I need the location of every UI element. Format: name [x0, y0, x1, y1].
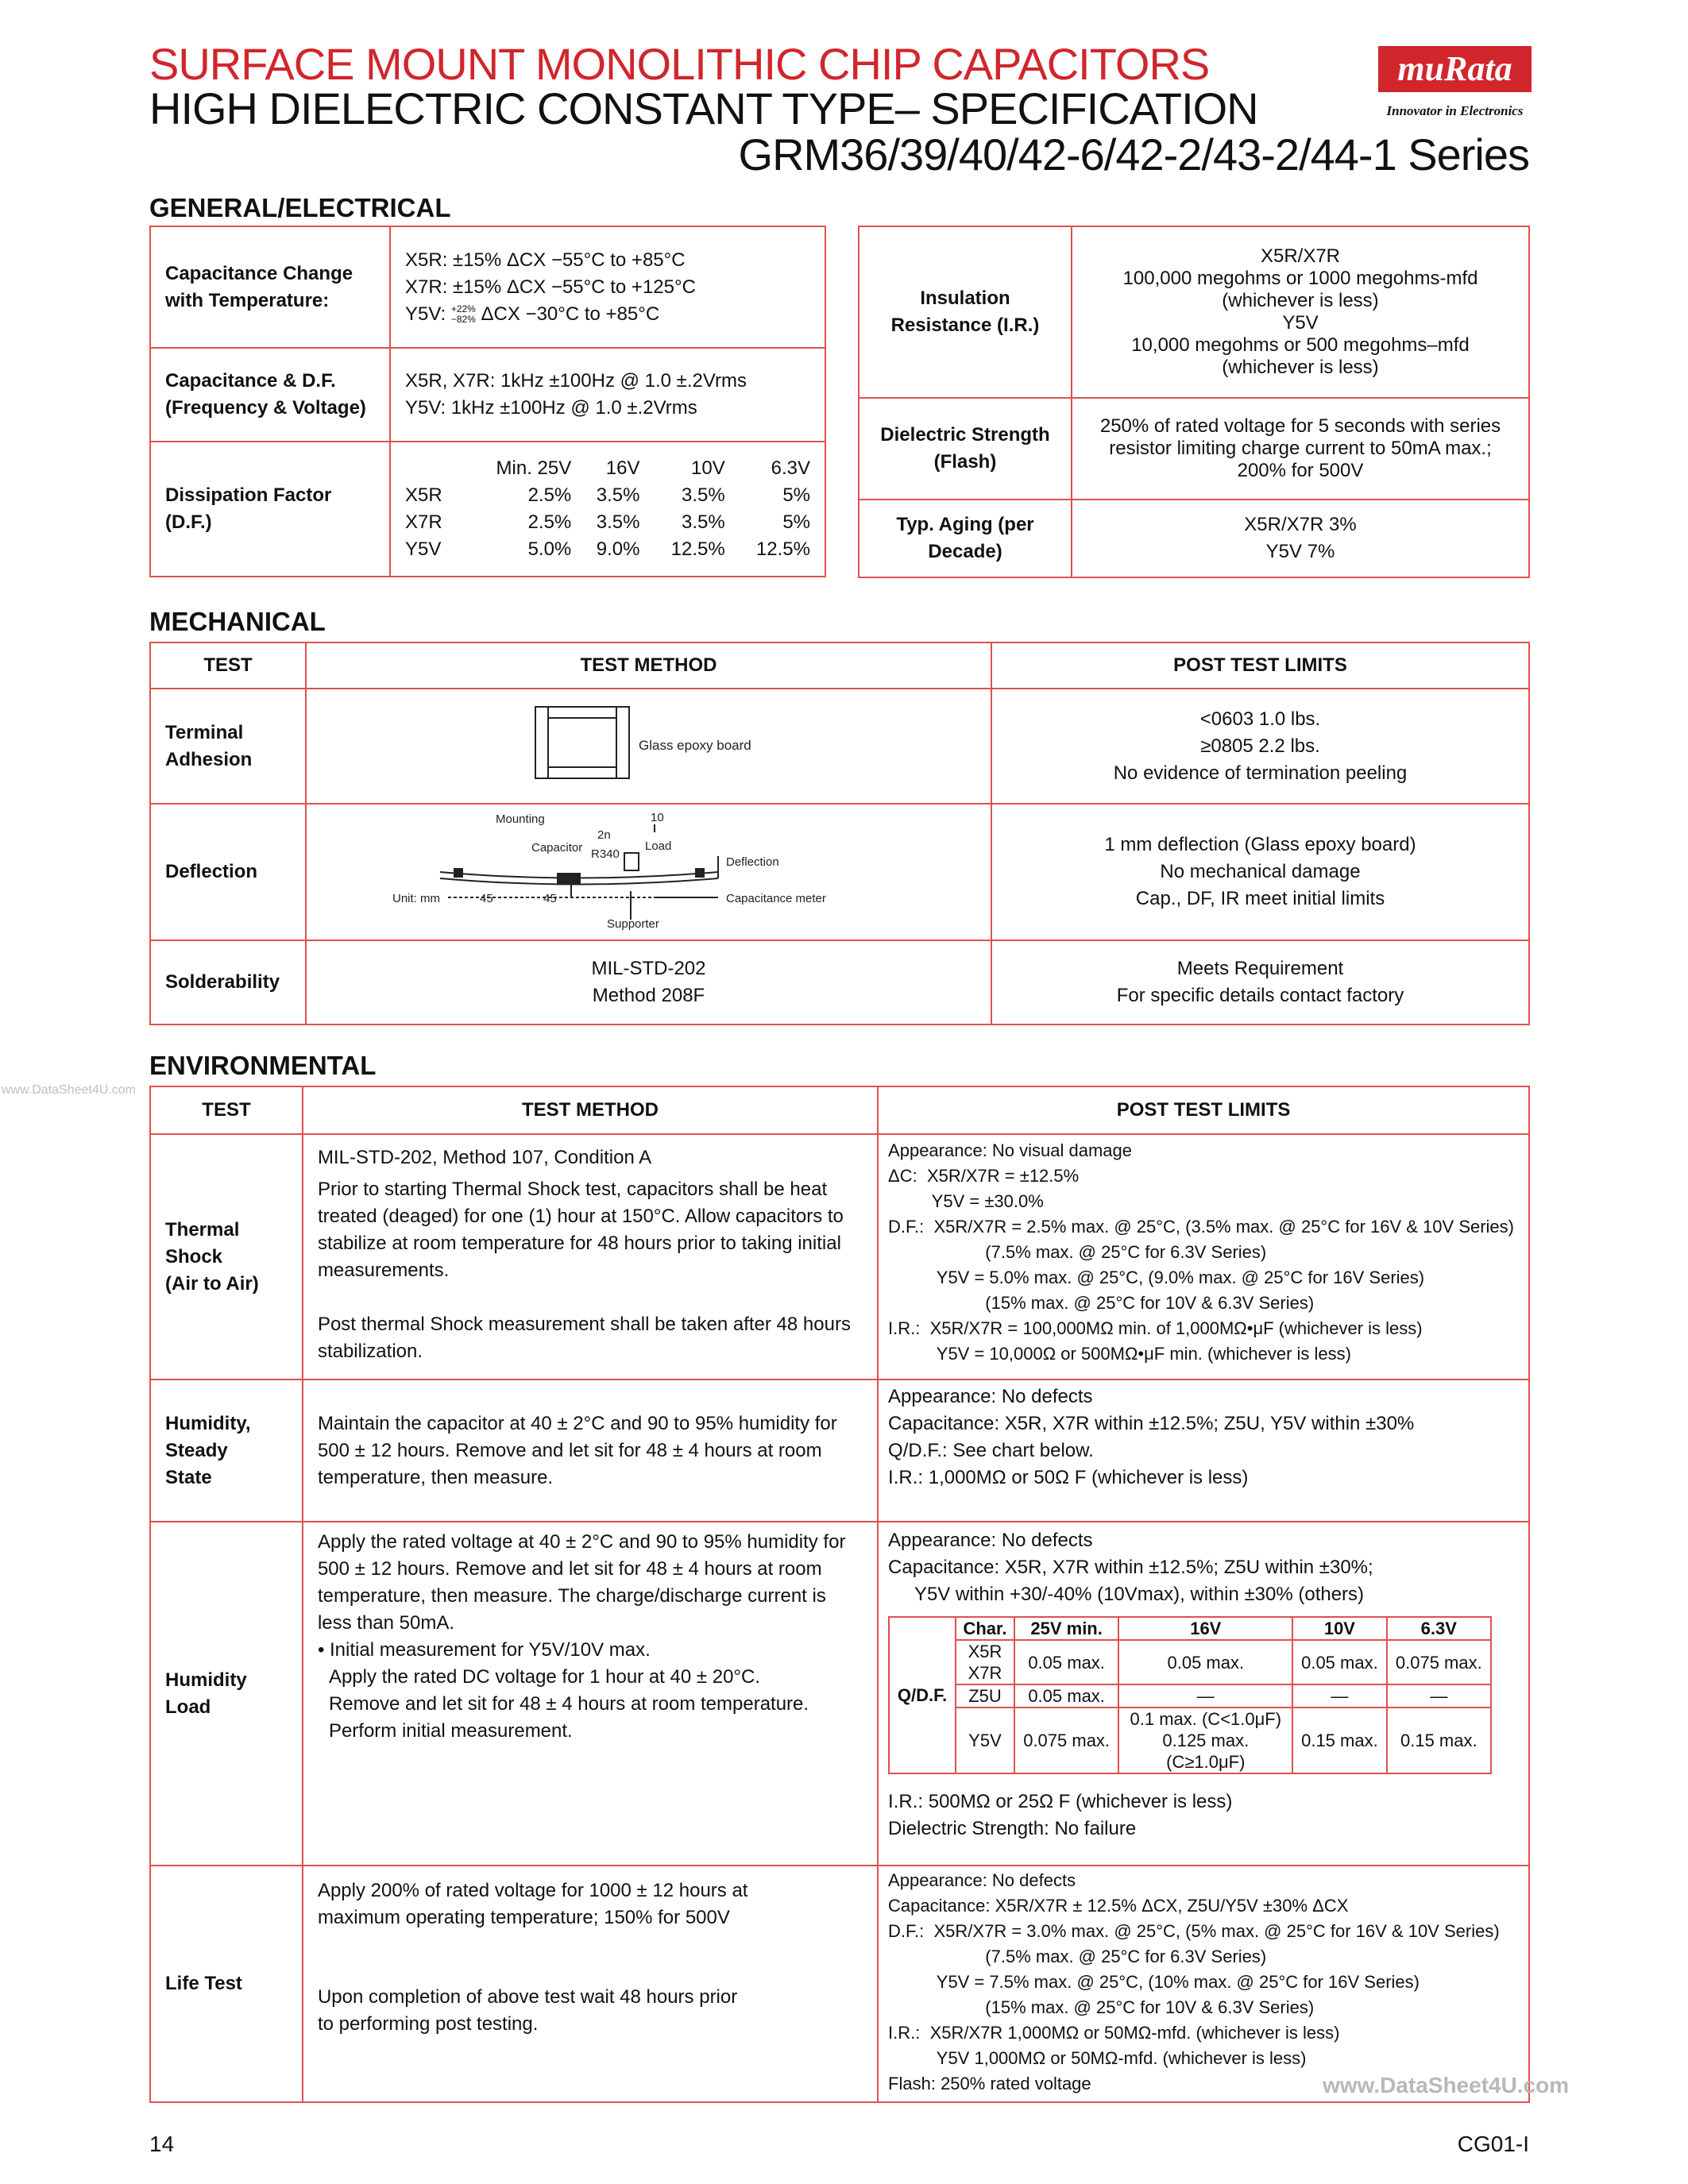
glass-epoxy-label: Glass epoxy board	[639, 737, 751, 753]
humidity-limits: Appearance: No defects Capacitance: X5R, X7R within ±12.5%; Z5U, Y5V within ±30% Q/D.F.: See chart below. I.R.: 1,000MΩ or 50Ω F (whichever is less)	[878, 1379, 1529, 1522]
table-row	[150, 1522, 1529, 1866]
title-red: SURFACE MOUNT MONOLITHIC CHIP CAPACITORS	[149, 39, 1210, 89]
table-row	[150, 1866, 1529, 2102]
svg-text:Supporter: Supporter	[607, 917, 659, 931]
df-row: X5R 2.5% 3.5% 3.5% 5%	[405, 484, 810, 506]
doc-code: CG01-I	[1457, 2132, 1529, 2156]
svg-text:45: 45	[480, 892, 493, 905]
murata-logo: muRata	[1378, 46, 1532, 92]
ds-value: 250% of rated voltage for 5 seconds with series resistor limiting charge current to 50mA max.; 200% for 500V	[1072, 398, 1529, 500]
cap-df-label: Capacitance & D.F. (Frequency & Voltage)	[150, 348, 390, 442]
svg-text:Deflection: Deflection	[726, 855, 779, 869]
cap-change-x5r: X5R: ±15% ΔCX −55°C to +85°C	[405, 249, 686, 271]
life-limits: Appearance: No defects Capacitance: X5R/X7R ± 12.5% ΔCX, Z5U/Y5V ±30% ΔCX D.F.: X5R/X7R = 3.0% max. @ 25°C, (5% max. @ 25°C for 16V & 10V Series) (7.5% max. @ 25°C for 6.3V Series) Y5V = 7.5% max. @ 25°C, (10% max. @ 25°C for 16V Series) (15% max. @ 25°C for 10V & 6.3V Series) I.R.: X5R/X7R 1,000MΩ or 50MΩ-mfd. (whichever is less) Y5V 1,000MΩ or 50MΩ-mfd. (whichever is less) Flash: 250% rated voltage	[878, 1866, 1529, 2102]
terminal-label: Terminal Adhesion	[150, 689, 306, 804]
thermal-method: MIL-STD-202, Method 107, Condition A Prior to starting Thermal Shock test, capacitors shall be heat treated (deaged) for one (1) hour at 150°C. Allow capacitors to stabilize at room temperature for 48 hours prior to taking initial measurements. Post thermal Shock measurement shall be taken after 48 hours stabilization.	[303, 1134, 878, 1379]
svg-text:Capacitance meter: Capacitance meter	[726, 892, 826, 905]
solder-label: Solderability	[150, 940, 306, 1024]
hload-limits: Appearance: No defects Capacitance: X5R, X7R within ±12.5%; Z5U within ±30%; Y5V within +30/-40% (10Vmax), within ±30% (others) Q/D.F. Char. 25V min. 16V 10V 6.3V X5R X7R 0.05 max. 0.05 max. 0.05 max. 0.075 max. Z5U 0.05 max. — — — Y5V 0.075 max. 0.1 max. (C<1.0μF) 0.125 max. (C≥1.0μF) 0.15 max. 0.15 max. I.R.: 500MΩ or 25Ω F (whichever is less) Dielectric Strength: No failure	[878, 1522, 1529, 1866]
env-col-limits: POST TEST LIMITS	[878, 1086, 1529, 1134]
df-subtable: Min. 25V 16V 10V 6.3V X5R 2.5% 3.5% 3.5% 5% X7R 2.5% 3.5% 3.5% 5% Y5V 5.0% 9.0% 12.5% 12.5%	[405, 455, 810, 563]
environmental-table	[149, 1086, 1530, 2103]
svg-text:Capacitor: Capacitor	[531, 841, 583, 855]
hload-label: Humidity Load	[150, 1522, 303, 1866]
general-table-left	[149, 226, 826, 577]
qdf-table: Q/D.F. Char. 25V min. 16V 10V 6.3V X5R X7R 0.05 max. 0.05 max. 0.05 max. 0.075 max. Z5U 0.05 max. — — — Y5V 0.075 max. 0.1 max. (C<1.0μF) 0.125 max. (C≥1.0μF) 0.15 max. 0.15 max.	[888, 1616, 1492, 1774]
svg-text:R340: R340	[591, 847, 620, 861]
table-row	[150, 1379, 1529, 1522]
ir-label: Insulation Resistance (I.R.)	[859, 226, 1072, 398]
deflection-diagram-cell	[306, 804, 991, 940]
thermal-label: Thermal Shock (Air to Air)	[150, 1134, 303, 1379]
life-label: Life Test	[150, 1866, 303, 2102]
mech-col-test: TEST	[150, 642, 306, 689]
watermark-footer: www.DataSheet4U.com	[1323, 2073, 1570, 2097]
svg-text:2n: 2n	[597, 828, 611, 842]
terminal-diagram	[306, 689, 991, 804]
env-col-method: TEST METHOD	[303, 1086, 878, 1134]
cap-change-x7r: X7R: ±15% ΔCX −55°C to +125°C	[405, 276, 696, 298]
terminal-adhesion-diagram	[531, 699, 976, 794]
section-general: GENERAL/ELECTRICAL	[149, 193, 451, 222]
df-label: Dissipation Factor (D.F.)	[150, 442, 390, 577]
ds-label: Dielectric Strength (Flash)	[859, 398, 1072, 500]
aging-value: X5R/X7R 3% Y5V 7%	[1072, 500, 1529, 577]
table-row	[150, 689, 1529, 804]
table-row	[150, 940, 1529, 1024]
section-environmental: ENVIRONMENTAL	[149, 1051, 377, 1080]
series-title: GRM36/39/40/42-6/42-2/43-2/44-1 Series	[738, 129, 1529, 179]
svg-text:Load: Load	[645, 839, 672, 853]
env-col-test: TEST	[150, 1086, 303, 1134]
ir-value: X5R/X7R 100,000 megohms or 1000 megohms-mfd (whichever is less) Y5V 10,000 megohms or 500 megohms–mfd (whichever is less)	[1072, 226, 1529, 398]
mech-col-limits: POST TEST LIMITS	[991, 642, 1529, 689]
deflection-limits: 1 mm deflection (Glass epoxy board) No mechanical damage Cap., DF, IR meet initial limits	[991, 804, 1529, 940]
table-row	[150, 804, 1529, 940]
qdf-row: Y5V 0.075 max. 0.1 max. (C<1.0μF) 0.125 max. (C≥1.0μF) 0.15 max. 0.15 max.	[889, 1707, 1491, 1773]
cap-change-y5v: Y5V: +22% −82% ΔCX −30°C to +85°C	[405, 303, 660, 326]
df-row: X7R 2.5% 3.5% 3.5% 5%	[405, 511, 810, 533]
svg-text:Unit: mm: Unit: mm	[392, 892, 440, 905]
mech-col-method: TEST METHOD	[306, 642, 991, 689]
general-table-right	[858, 226, 1530, 578]
mechanical-table	[149, 642, 1530, 1025]
cap-change-label: Capacitance Change with Temperature:	[150, 226, 390, 348]
qdf-label: Q/D.F.	[889, 1617, 956, 1773]
cap-change-value	[390, 226, 825, 348]
deflection-label: Deflection	[150, 804, 306, 940]
life-method: Apply 200% of rated voltage for 1000 ± 12 hours at maximum operating temperature; 150% for 500V Upon completion of above test wait 48 hours prior to performing post testing.	[303, 1866, 878, 2102]
aging-label: Typ. Aging (per Decade)	[859, 500, 1072, 577]
df-row: Y5V 5.0% 9.0% 12.5% 12.5%	[405, 538, 810, 560]
cap-df-value: X5R, X7R: 1kHz ±100Hz @ 1.0 ±.2Vrms Y5V: 1kHz ±100Hz @ 1.0 ±.2Vrms	[390, 348, 825, 442]
hload-method: Apply the rated voltage at 40 ± 2°C and 90 to 95% humidity for 500 ± 12 hours. Remove and let sit for 48 ± 4 hours at room temperature, then measure. The charge/discharge current is less than 50mA. • Initial measurement for Y5V/10V max. Apply the rated DC voltage for 1 hour at 40 ± 20°C. Remove and let sit for 48 ± 4 hours at room temperature. Perform initial measurement.	[303, 1522, 878, 1866]
qdf-row: Z5U 0.05 max. — — —	[889, 1684, 1491, 1707]
solder-limits: Meets Requirement For specific details contact factory	[991, 940, 1529, 1024]
humidity-label: Humidity, Steady State	[150, 1379, 303, 1522]
df-value	[390, 442, 825, 577]
thermal-limits: Appearance: No visual damage ΔC: X5R/X7R = ±12.5% Y5V = ±30.0% D.F.: X5R/X7R = 2.5% max. @ 25°C, (3.5% max. @ 25°C for 16V & 10V Series) (7.5% max. @ 25°C for 6.3V Series) Y5V = 5.0% max. @ 25°C, (9.0% max. @ 25°C for 16V Series) (15% max. @ 25°C for 10V & 6.3V Series) I.R.: X5R/X7R = 100,000MΩ min. of 1,000MΩ•μF (whichever is less) Y5V = 10,000Ω or 500MΩ•μF min. (whichever is less)	[878, 1134, 1529, 1379]
terminal-limits: <0603 1.0 lbs. ≥0805 2.2 lbs. No evidence of termination peeling	[991, 689, 1529, 804]
page-number: 14	[149, 2132, 175, 2156]
deflection-diagram	[392, 808, 885, 936]
svg-text:Mounting: Mounting	[496, 812, 545, 826]
svg-text:10: 10	[651, 811, 664, 824]
solder-method: MIL-STD-202 Method 208F	[306, 940, 991, 1024]
watermark-left: www.DataSheet4U.com	[2, 1083, 136, 1097]
title-black: HIGH DIELECTRIC CONSTANT TYPE– SPECIFICATION	[149, 83, 1258, 133]
svg-text:45: 45	[543, 892, 557, 905]
table-row	[150, 1134, 1529, 1379]
qdf-row: X5R X7R 0.05 max. 0.05 max. 0.05 max. 0.075 max.	[889, 1640, 1491, 1684]
humidity-method: Maintain the capacitor at 40 ± 2°C and 90 to 95% humidity for 500 ± 12 hours. Remove and let sit for 48 ± 4 hours at room temperature, then measure.	[303, 1379, 878, 1522]
logo-tagline: Innovator in Electronics	[1386, 103, 1524, 118]
section-mechanical: MECHANICAL	[149, 607, 326, 636]
